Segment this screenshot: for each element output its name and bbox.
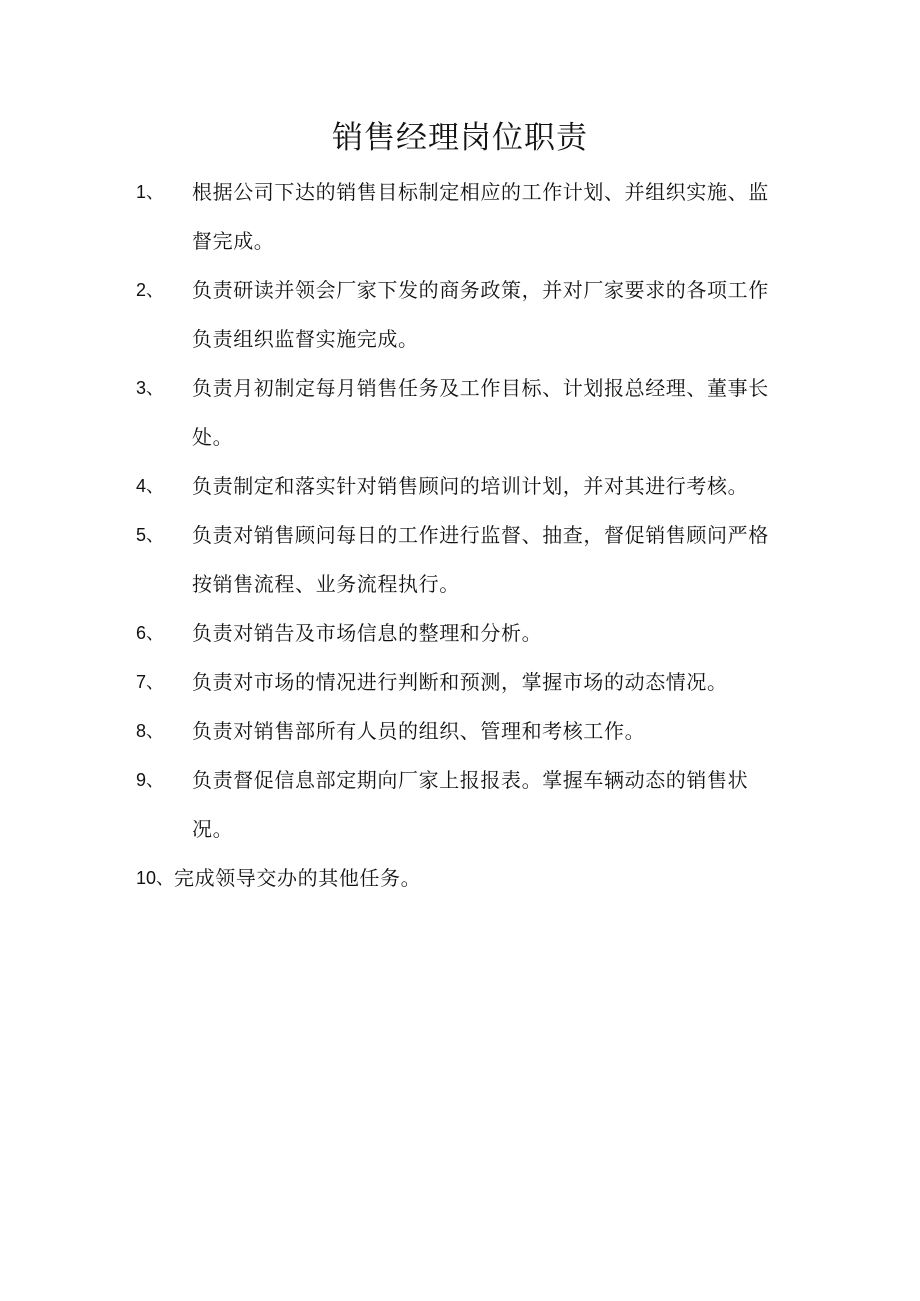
item-text: 负责对销告及市场信息的整理和分析。 (192, 621, 543, 645)
item-text: 负责督促信息部定期向厂家上报报表。掌握车辆动态的销售状况。 (192, 768, 749, 841)
list-item (0, 609, 920, 658)
item-text: 根据公司下达的销售目标制定相应的工作计划、并组织实施、监督完成。 (192, 180, 769, 253)
list-item (0, 462, 920, 511)
page-title: 销售经理岗位职责 (332, 120, 588, 156)
item-text: 负责对市场的情况进行判断和预测，掌握市场的动态情况。 (192, 670, 728, 694)
item-number: 3、 (136, 378, 165, 398)
list-item (0, 511, 920, 609)
list-item (0, 168, 920, 266)
list-item (0, 658, 920, 707)
item-number: 4、 (136, 476, 165, 496)
item-text: 负责对销售顾问每日的工作进行监督、抽查，督促销售顾问严格按销售流程、业务流程执行。 (192, 523, 769, 596)
item-text: 负责制定和落实针对销售顾问的培训计划，并对其进行考核。 (192, 474, 749, 498)
item-number: 1、 (136, 182, 165, 202)
item-text: 负责月初制定每月销售任务及工作目标、计划报总经理、董事长处。 (192, 376, 769, 449)
item-number: 6、 (136, 623, 165, 643)
item-number: 2、 (136, 280, 165, 300)
item-number: 10、 (136, 868, 175, 888)
item-number: 5、 (136, 525, 165, 545)
item-number: 7、 (136, 672, 165, 692)
list-item (0, 854, 920, 903)
list-item (0, 756, 920, 854)
item-text: 负责研读并领会厂家下发的商务政策，并对厂家要求的各项工作负责组织监督实施完成。 (192, 278, 769, 351)
item-text: 负责对销售部所有人员的组织、管理和考核工作。 (192, 719, 646, 743)
list-item (0, 364, 920, 462)
item-number: 8、 (136, 721, 165, 741)
list-item (0, 707, 920, 756)
item-number: 9、 (136, 770, 165, 790)
list-item (0, 266, 920, 364)
duty-list (0, 168, 920, 903)
item-text: 完成领导交办的其他任务。 (174, 866, 422, 890)
